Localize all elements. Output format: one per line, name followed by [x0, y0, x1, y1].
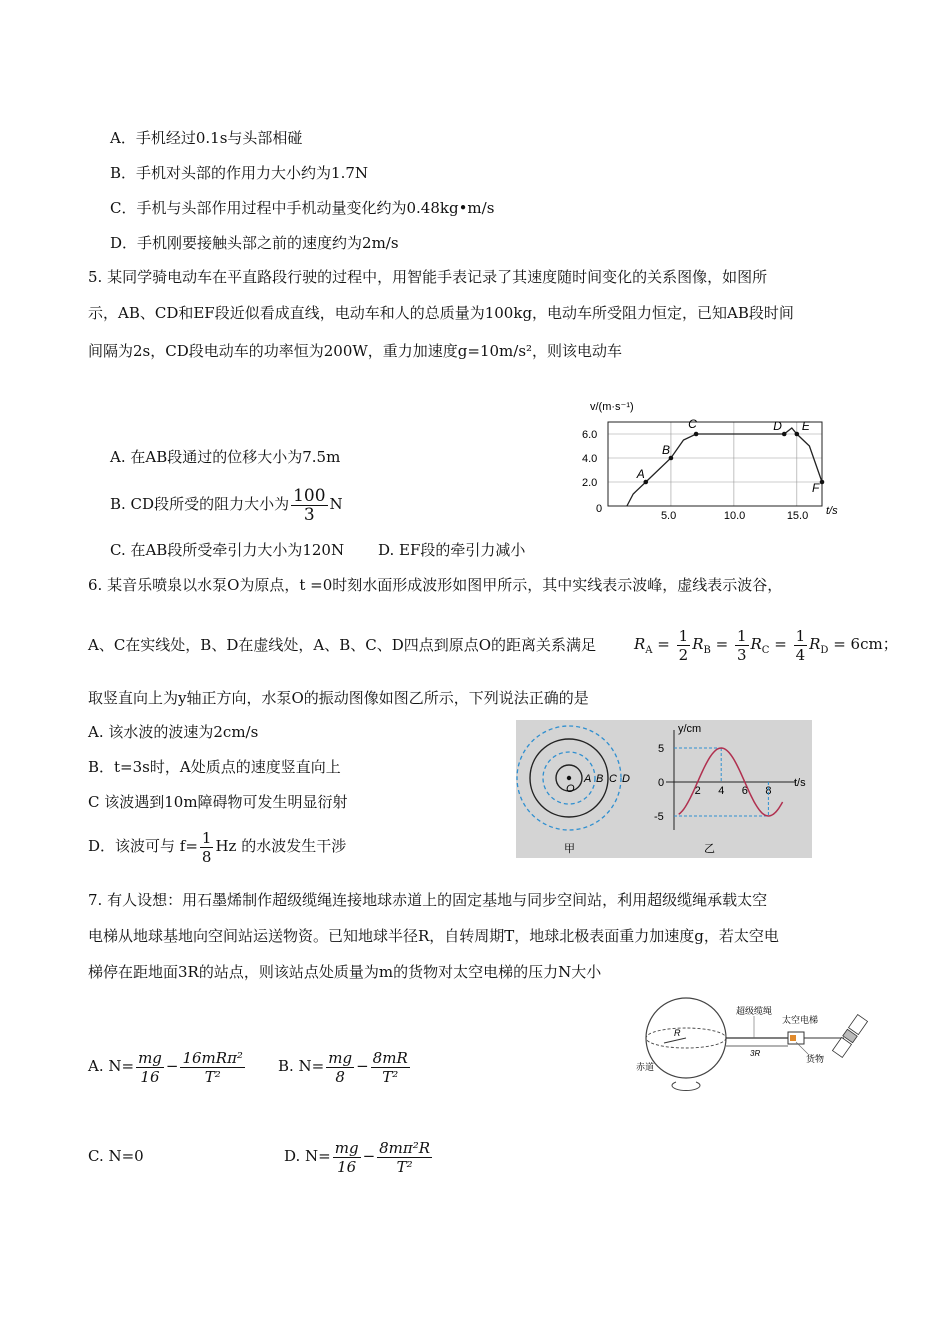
- frac-den: T²: [382, 1067, 399, 1086]
- caption-jia: 甲: [564, 843, 575, 855]
- q7-option-b: B. N= $\frac{mg}{8}$ − $\frac{8mR}{\text{T²}}$: [278, 1048, 408, 1086]
- radius-line: [664, 1038, 686, 1043]
- q5-stem-line3: 间隔为2s，CD段电动车的功率恒为200W，重力加速度g=10m/s²，则该电动车: [88, 342, 623, 360]
- q6-stem-line1: 6. 某音乐喷泉以水泵O为原点，t =0时刻水面形成波形如图甲所示，其中实线表示波峰，虚线表示波谷，: [88, 576, 783, 594]
- label-elevator: 太空电梯: [782, 1015, 819, 1025]
- q6-option-d: [88, 826, 346, 866]
- frac-a1: [136, 1049, 164, 1086]
- q6-stem-line3: 取竖直向上为y轴正方向，水泵O的振动图像如图乙所示，下列说法正确的是: [88, 689, 589, 707]
- space-elevator-figure: [636, 996, 876, 1096]
- velocity-time-chart: [580, 392, 850, 524]
- frac-den: T²: [396, 1157, 413, 1176]
- frac-num: mg: [138, 1048, 162, 1067]
- y-tick-label: 4.0: [582, 453, 598, 465]
- q7-option-c: C. N=0: [88, 1147, 144, 1165]
- option-label: A. N=: [88, 1057, 135, 1075]
- frac-b2: [371, 1049, 410, 1086]
- point-c: [694, 432, 699, 437]
- q6-option-d-text: D．该波可与 f=: [88, 837, 198, 855]
- q7-stem-line3: 梯停在距地面3R的站点，则该站点处质量为m的货物对太空电梯的压力N大小: [88, 963, 602, 981]
- q5-option-b-text: B. CD段所受的阻力大小为: [110, 495, 290, 513]
- frac-num: 16mRπ²: [182, 1048, 243, 1067]
- label-cargo: 货物: [806, 1054, 825, 1064]
- y-tick-neg5: -5: [654, 811, 664, 823]
- y-tick-label: 6.0: [582, 429, 598, 441]
- q6-radius-equation: $R_A$ = $\frac{1}{2}$ $R_B$ = $\frac{1}{3}$ $R_C$ = $\frac{1}{4}$ $R_D = 6cm$；: [634, 626, 898, 664]
- frac-a2: [180, 1049, 244, 1086]
- point-label-c: C: [688, 417, 697, 431]
- frac-d2: [377, 1139, 432, 1176]
- point-label-a: A: [636, 467, 645, 481]
- y-axis-label: v/(m·s⁻¹): [590, 401, 634, 413]
- frac-den: T²: [204, 1067, 221, 1086]
- chart-labels: [582, 401, 838, 522]
- x-tick-label: 6: [741, 785, 748, 797]
- q5-option-d: D. EF段的牵引力减小: [378, 541, 526, 559]
- q5-stem-line1: 5. 某同学骑电动车在平直路段行驶的过程中，用智能手表记录了其速度随时间变化的关系图像，如图所: [88, 268, 768, 286]
- option-label: B. N=: [278, 1057, 325, 1075]
- q4-option-b: B．手机对头部的作用力大小约为1.7N: [110, 164, 369, 182]
- label-d: D: [622, 773, 630, 785]
- y-tick-0: 0: [658, 777, 665, 789]
- point-label-e: E: [801, 419, 810, 433]
- q6-stem-line2: A、C在实线处，B、D在虚线处，A、B、C、D四点到原点O的距离关系满足: [88, 636, 597, 654]
- frac-den: 3: [303, 504, 315, 525]
- q5-option-b: [110, 484, 343, 524]
- x-axis-label: t/s: [826, 505, 838, 517]
- frac-den: 16: [140, 1067, 160, 1086]
- label-a: A: [584, 773, 592, 785]
- frac-num: 8mπ²R: [379, 1138, 431, 1157]
- q4-option-d: D．手机刚要接触头部之前的速度约为2m/s: [110, 234, 399, 252]
- option-label: D. N=: [284, 1147, 331, 1165]
- frac-num: 1: [201, 828, 212, 847]
- q6-fraction: [200, 829, 214, 866]
- q6-option-d-text2: Hz 的水波发生干涉: [215, 837, 347, 855]
- chart-series-line: [627, 428, 822, 506]
- y-tick-label: 2.0: [582, 477, 598, 489]
- frac-d1: [333, 1139, 361, 1176]
- frac-den: 16: [337, 1157, 357, 1176]
- satellite-icon: [832, 1015, 867, 1058]
- frac-num: 8mR: [372, 1048, 408, 1067]
- label-cable: 超级缆绳: [736, 1006, 773, 1016]
- label-3r: 3R: [750, 1049, 761, 1058]
- x-tick-label: 8: [765, 785, 772, 797]
- x-tick-label: 10.0: [723, 510, 746, 522]
- point-f: [820, 480, 825, 485]
- rotation-arrow-icon: [672, 1082, 700, 1090]
- x-tick-label: 5.0: [660, 510, 677, 522]
- label-b: B: [596, 773, 604, 785]
- q4-option-a: A．手机经过0.1s与头部相碰: [110, 129, 303, 147]
- wave-figure-panel: [516, 720, 812, 858]
- q5-option-b-unit: N: [329, 495, 343, 513]
- q5-option-a: A. 在AB段通过的位移大小为7.5m: [110, 448, 341, 466]
- q6-option-c: C 该波遇到10m障碍物可发生明显衍射: [88, 793, 348, 811]
- frac-den: 8: [335, 1067, 345, 1086]
- x-tick-label: 15.0: [786, 510, 809, 522]
- cargo-box: [790, 1035, 796, 1041]
- label-c: C: [609, 773, 617, 785]
- label-equator: 赤道: [636, 1062, 655, 1072]
- frac-num: 100: [293, 485, 326, 506]
- frac-den: 8: [201, 847, 212, 866]
- q7-stem-line2: 电梯从地球基地向空间站运送物资。已知地球半径R，自转周期T，地球北极表面重力加速度g，若太空电: [88, 927, 779, 945]
- frac-num: mg: [334, 1138, 359, 1157]
- x-tick-label: 2: [694, 785, 701, 797]
- y-axis-label: y/cm: [678, 723, 702, 735]
- x-axis-label: t/s: [794, 777, 806, 789]
- q5-fraction: [291, 487, 327, 524]
- q4-option-c: C．手机与头部作用过程中手机动量变化约为0.48kg•m/s: [110, 199, 495, 217]
- frac-num: mg: [328, 1048, 353, 1067]
- point-label-b: B: [661, 443, 670, 457]
- q7-option-a: A. N= $\frac{mg}{16}$ − $\frac{\text{16mRπ²}}{\text{T²}}$: [88, 1048, 243, 1086]
- x-tick-label: 4: [718, 785, 725, 797]
- origin-point: [567, 776, 571, 780]
- q7-stem-line1: 7. 有人设想：用石墨烯制作超级缆绳连接地球赤道上的固定基地与同步空间站，利用超级缆绳承载太空: [88, 891, 768, 909]
- caption-yi: 乙: [704, 843, 715, 855]
- q7-option-d: D. N= $\frac{mg}{16}$ − $\frac{\text{8mπ²R}}{\text{T²}}$: [284, 1138, 431, 1176]
- y-tick-5: 5: [658, 743, 665, 755]
- x-tick-label: 0: [596, 503, 603, 515]
- label-o: O: [566, 783, 575, 795]
- frac-b1: [326, 1049, 354, 1086]
- label-r: R: [674, 1028, 681, 1038]
- point-label-f: F: [812, 481, 820, 495]
- velocity-line: [627, 428, 822, 506]
- q6-option-b: B．t=3s时，A处质点的速度竖直向上: [88, 758, 341, 776]
- q6-option-a: A. 该水波的波速为2cm/s: [88, 723, 259, 741]
- point-e: [795, 432, 800, 437]
- point-d: [782, 432, 787, 437]
- q5-option-c: C. 在AB段所受牵引力大小为120N: [110, 541, 345, 559]
- point-label-d: D: [773, 419, 782, 433]
- q5-stem-line2: 示，AB、CD和EF段近似看成直线，电动车和人的总质量为100kg，电动车所受阻力恒定，已知AB段时间: [88, 304, 794, 322]
